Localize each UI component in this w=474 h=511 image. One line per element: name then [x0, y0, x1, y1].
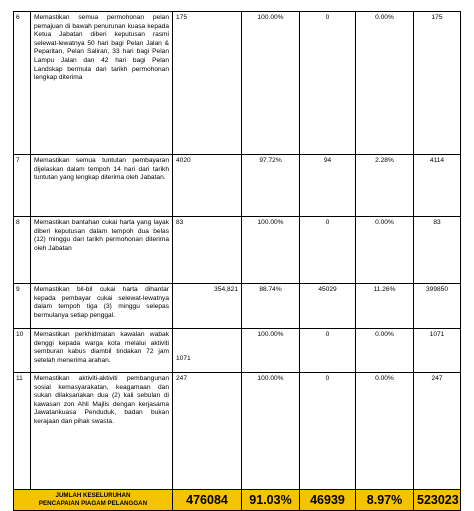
totals-count-not-achieved: 46939: [300, 490, 356, 511]
row-pct-achieved: 100.00%: [242, 12, 300, 155]
row-pct-not-achieved: 0.00%: [356, 373, 414, 490]
row-pct-achieved: 100.00%: [242, 373, 300, 490]
row-total: 399850: [414, 284, 461, 329]
row-total: 4114: [414, 155, 461, 217]
totals-pct-achieved: 91.03%: [242, 490, 300, 511]
piagam-table: [13, 11, 461, 511]
row-count-not-achieved: 45029: [300, 284, 356, 329]
row-count-achieved: 175: [173, 12, 242, 155]
row-count-achieved: 4020: [173, 155, 242, 217]
row-count-achieved: 83: [173, 217, 242, 284]
row-total: 83: [414, 217, 461, 284]
row-count-not-achieved: 0: [300, 329, 356, 373]
table-row: [14, 329, 461, 373]
row-description: Memastikan bil-bil cukai harta dihantar kepada pembayar cukai selewat-lewatnya dalam tempoh tiga (3) minggu selepas bermulanya setiap penggal.: [31, 284, 173, 329]
row-description: Memastikan perkhidmatan kawalan wabak denggi kepada warga kota melalui aktiviti semburan kabus diambil tindakan 72 jam setelah menerima arahan.: [31, 329, 173, 373]
row-count-achieved: [173, 329, 242, 373]
table-row: [14, 155, 461, 217]
row-count-achieved: 354,821: [173, 284, 242, 329]
totals-label-line2: PENCAPAIAN PIAGAM PELANGGAN: [38, 500, 148, 507]
table-row: [14, 284, 461, 329]
totals-count-achieved: 476084: [173, 490, 242, 511]
row-total: 1071: [414, 329, 461, 373]
row-pct-not-achieved: 2.28%: [356, 155, 414, 217]
row-pct-not-achieved: 0.00%: [356, 12, 414, 155]
totals-grand-total: 523023: [414, 490, 461, 511]
row-description: Memastikan bantahan cukai harta yang layak diberi keputusan dalam tempoh dua belas (12) minggu dari tarikh permohonan diterima oleh Jabatan: [31, 217, 173, 284]
totals-label-line1: JUMLAH KESELURUHAN: [55, 492, 131, 500]
row-count-not-achieved: 0: [300, 373, 356, 490]
row-count-not-achieved: 94: [300, 155, 356, 217]
row-pct-not-achieved: 0.00%: [356, 329, 414, 373]
row-total: 175: [414, 12, 461, 155]
row-count-not-achieved: 0: [300, 217, 356, 284]
row-description: Memastikan aktiviti-aktiviti pembangunan sosial kemasyarakatan, keagamaan dan sukan dilaksanakan dua (2) kali sebulan di kawasan zon Ahli Majlis dengan kerjasama Jawatankuasa Penduduk, badan bukan kerajaan dan pihak swasta.: [31, 373, 173, 490]
row-count-achieved-value: 1071: [176, 355, 191, 363]
table-row: [14, 12, 461, 155]
row-pct-achieved: 100.00%: [242, 329, 300, 373]
row-number: 7: [14, 155, 31, 217]
row-pct-achieved: 88.74%: [242, 284, 300, 329]
row-description: Memastikan semua tuntutan pembayaran dijelaskan dalam tempoh 14 hari dari tarikh tuntutan yang lengkap diterima oleh Jabatan.: [31, 155, 173, 217]
row-total: 247: [414, 373, 461, 490]
totals-label: [14, 490, 173, 511]
row-pct-not-achieved: 0.00%: [356, 217, 414, 284]
row-pct-not-achieved: 11.26%: [356, 284, 414, 329]
table-row: [14, 217, 461, 284]
row-number: 6: [14, 12, 31, 155]
row-pct-achieved: 100.00%: [242, 217, 300, 284]
totals-row: [14, 490, 461, 511]
row-number: 10: [14, 329, 31, 373]
row-number: 9: [14, 284, 31, 329]
table-row: [14, 373, 461, 490]
row-description: Memastikan semua permohonan pelan pemajuan di bawah penurunan kuasa kepada Ketua Jabatan diberi keputusan rasmi selewat-lewatnya 50 hari bagi Pelan Jalan & Peparitan, Pelan Saliran, 33 hari bagi Pelan Lampu Jalan dan 42 hari bagi Pelan Landskap bermula dari tarikh permohonan lengkap diterima: [31, 12, 173, 155]
totals-pct-not-achieved: 8.97%: [356, 490, 414, 511]
row-number: 11: [14, 373, 31, 490]
row-pct-achieved: 97.72%: [242, 155, 300, 217]
row-count-not-achieved: 0: [300, 12, 356, 155]
row-number: 8: [14, 217, 31, 284]
row-count-achieved: 247: [173, 373, 242, 490]
